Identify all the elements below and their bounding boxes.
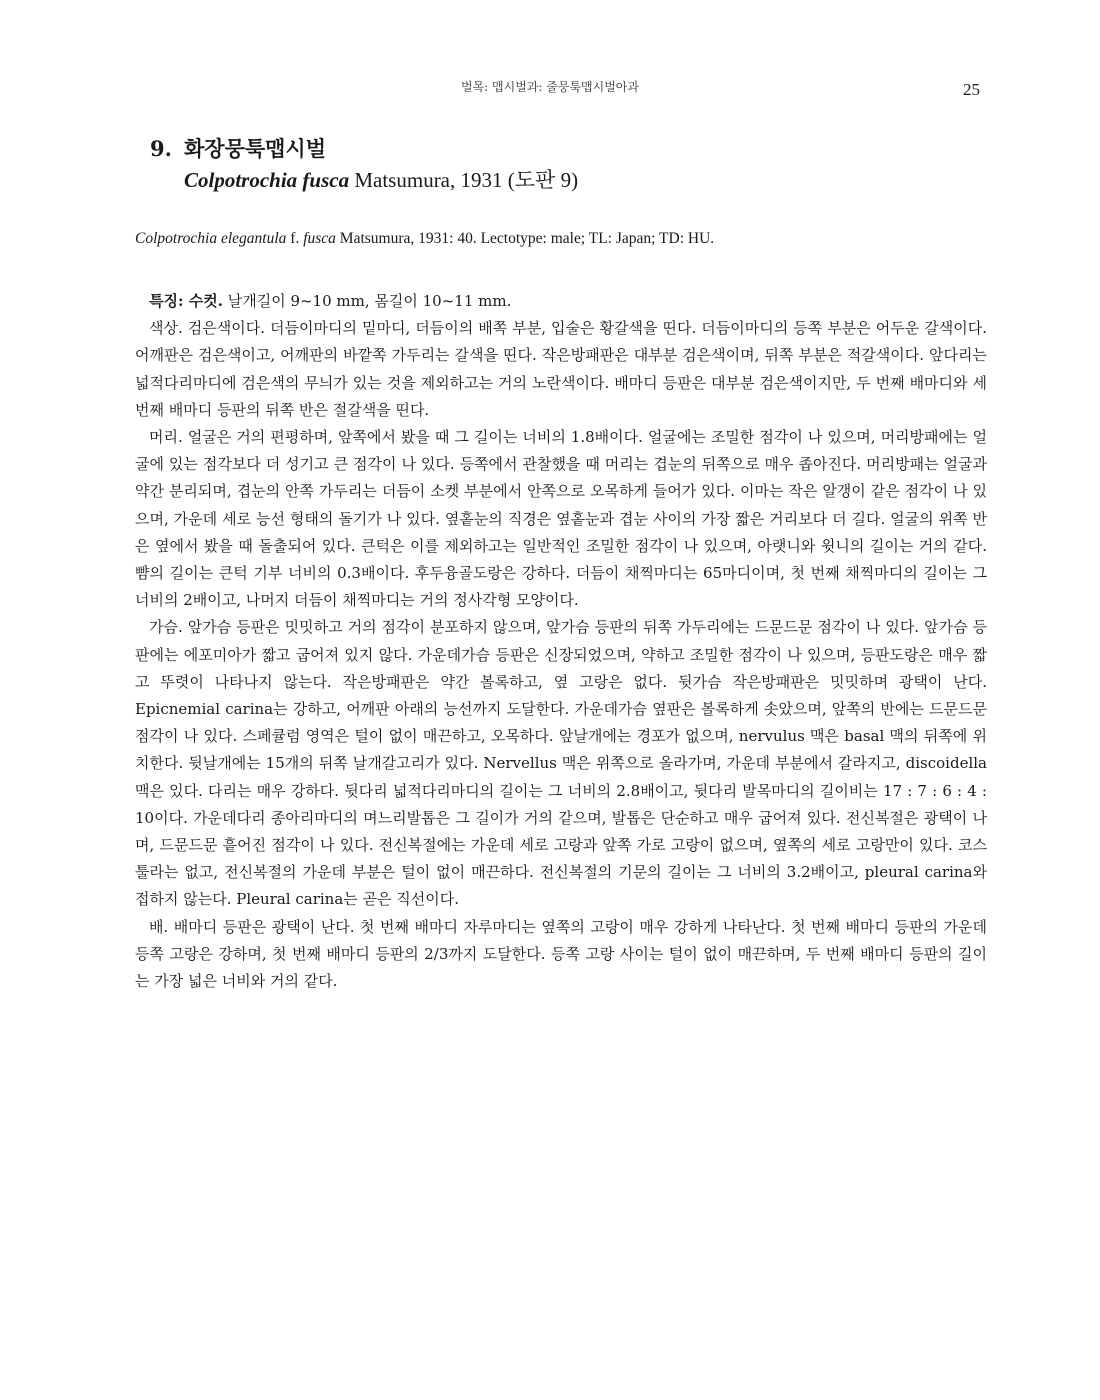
paragraph-head: 머리. 얼굴은 거의 편평하며, 앞쪽에서 봤을 때 그 길이는 너비의 1.8배이다. 얼굴에는 조밀한 점각이 나 있으며, 머리방패에는 얼굴에 있는 점각보다 더 성기고 큰 점각이 나 있다. 등쪽에서 관찰했을 때 머리는 겹눈의 뒤쪽으로 매우 좁아진다. 머리방패는 얼굴과 약간 분리되며, 겹눈의 안쪽 가두리는 더듬이 소켓 부분에서 안쪽으로 오목하게 들어가 있다. 이마는 작은 알갱이 같은 점각이 나 있으며, 가운데 세로 능선 형태의 돌기가 나 있다. 옆홑눈의 직경은 옆홑눈과 겹눈 사이의 가장 짧은 거리보다 더 길다. 얼굴의 위쪽 반은 옆에서 봤을 때 돌출되어 있다. 큰턱은 이를 제외하고는 일반적인 조밀한 점각이 나 있으며, 아랫니와 윗니의 길이는 거의 같다. 뺨의 길이는 큰턱 기부 너비의 0.3배이다. 후두융골도랑은 강하다. 더듬이 채찍마디는 65마디이며, 첫 번째 채찍마디의 길이는 그 너비의 2배이고, 나머지 더듬이 채찍마디는 거의 정사각형 모양이다. (135, 428, 987, 610)
species-number: 9. (150, 136, 172, 161)
species-title (150, 134, 970, 196)
synonym-name: Colpotrochia elegantula (135, 230, 287, 247)
page-number: 25 (963, 80, 980, 99)
synonym-form: fusca (303, 230, 336, 247)
paragraph-diagnosis (135, 288, 987, 315)
species-korean-heading (150, 134, 970, 164)
species-scientific-heading (150, 164, 970, 196)
paragraph-color: 색상. 검은색이다. 더듬이마디의 밑마디, 더듬이의 배쪽 부분, 입술은 황갈색을 띤다. 더듬이마디의 등쪽 부분은 어두운 갈색이다. 어깨판은 검은색이고, 어깨판의 바깥쪽 가두리는 갈색을 띤다. 작은방패판은 대부분 검은색이며, 뒤쪽 부분은 적갈색이다. 앞다리는 넓적다리마디에 검은색의 무늬가 있는 것을 제외하고는 거의 노란색이다. 배마디 등판은 대부분 검은색이지만, 두 번째 배마디와 세 번째 배마디 등판의 뒤쪽 반은 절갈색을 띤다. (135, 319, 987, 419)
species-author-year: Matsumura, 1931 (도판 9) (349, 168, 579, 192)
synonym-line (135, 230, 995, 248)
paragraph-thorax: 가슴. 앞가슴 등판은 밋밋하고 거의 점각이 분포하지 않으며, 앞가슴 등판의 뒤쪽 가두리에는 드문드문 점각이 나 있다. 앞가슴 등판에는 에포미아가 짧고 굽어져 있지 않다. 가운데가슴 등판은 신장되었으며, 약하고 조밀한 점각이 나 있으며, 등판도랑은 매우 짧고 뚜렷이 나타나지 않는다. 작은방패판은 약간 볼록하고, 옆 고랑은 없다. 뒷가슴 작은방패판은 밋밋하며 광택이 난다. Epicnemial carina는 강하고, 어깨판 아래의 능선까지 도달한다. 가운데가슴 옆판은 볼록하게 솟았으며, 앞쪽의 반에는 드문드문 점각이 나 있다. 스페큘럼 영역은 털이 없이 매끈하고, 오목하다. 앞날개에는 경포가 없으며, nervulus 맥은 basal 맥의 뒤쪽에 위치한다. 뒷날개에는 15개의 뒤쪽 날개갈고리가 있다. Nervellus 맥은 위쪽으로 올라가며, 가운데 부분에서 갈라지고, discoidella 맥은 있다. 다리는 매우 강하다. 뒷다리 넓적다리마디의 길이는 그 너비의 2.8배이고, 뒷다리 발목마디의 길이비는 17 : 7 : 6 : 4 : 10이다. 가운데다리 종아리마디의 며느리발톱은 그 길이가 거의 같으며, 발톱은 단순하고 매우 굽어져 있다. 전신복절은 광택이 나며, 드문드문 흩어진 점각이 나 있다. 전신복절에는 가운데 세로 고랑과 앞쪽 가로 고랑이 없으며, 옆쪽의 세로 고랑만이 있다. 코스툴라는 없고, 전신복절의 가운데 부분은 털이 없이 매끈하다. 전신복절의 기문의 길이는 그 너비의 3.2배이고, pleural carina와 접하지 않는다. Pleural carina는 곧은 직선이다. (135, 618, 987, 909)
synonym-form-prefix: f. (286, 230, 304, 247)
synonym-details: Matsumura, 1931: 40. Lectotype: male; TL: Japan; TD: HU. (335, 230, 715, 247)
running-head: 벌목: 맵시벌과: 줄뭉툭맵시벌아과 (460, 80, 639, 94)
species-scientific-name: Colpotrochia fusca (184, 168, 350, 192)
diagnosis-label: 특징: 수컷. (149, 292, 223, 310)
diagnosis-text: 날개길이 9~10 mm, 몸길이 10~11 mm. (222, 292, 512, 310)
species-korean-name: 화장뭉툭맵시벌 (184, 136, 327, 161)
paragraph-abdomen: 배. 배마디 등판은 광택이 난다. 첫 번째 배마디 자루마디는 옆쪽의 고랑이 매우 강하게 나타난다. 첫 번째 배마디 등판의 가운데 등쪽 고랑은 강하며, 첫 번째 배마디 등판의 2/3까지 도달한다. 등쪽 고랑 사이는 털이 없이 매끈하며, 두 번째 배마디 등판의 길이는 가장 넓은 너비와 거의 같다. (135, 917, 987, 991)
description-body (135, 288, 987, 995)
